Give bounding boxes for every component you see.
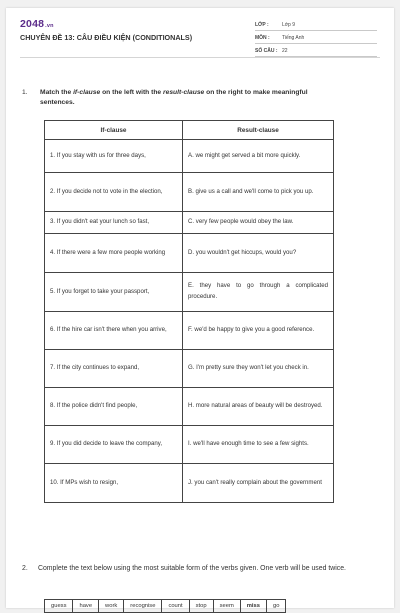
table-row bbox=[45, 173, 334, 212]
result-clause-cell: C. very few people would obey the law. bbox=[183, 212, 334, 234]
question-number: 2. bbox=[22, 565, 28, 572]
if-clause-cell: 5. If you forget to take your passport, bbox=[45, 273, 183, 312]
if-clause-cell: 4. If there were a few more people working bbox=[45, 234, 183, 273]
if-clause-cell: 8. If the police didn't find people, bbox=[45, 388, 183, 426]
question-2-instruction: Complete the text below using the most suitable form of the verbs given. One verb will be used twice. bbox=[38, 565, 346, 572]
result-clause-cell: D. you wouldn't get hiccups, would you? bbox=[183, 234, 334, 273]
word-bank-item: have bbox=[73, 600, 99, 612]
word-bank bbox=[44, 599, 286, 613]
header-divider bbox=[20, 57, 380, 58]
if-clause-header: If-clause bbox=[45, 121, 183, 140]
result-clause-cell: H. more natural areas of beauty will be destroyed. bbox=[183, 388, 334, 426]
table-header-row bbox=[45, 121, 334, 140]
info-question-count: SỐ CÂU : 22 bbox=[255, 48, 288, 54]
result-clause-cell: J. you can't really complain about the government bbox=[183, 464, 334, 503]
word-bank-item: work bbox=[99, 600, 124, 612]
site-logo[interactable]: 2048.vn bbox=[20, 18, 54, 30]
word-bank-item: count bbox=[162, 600, 189, 612]
worksheet-page bbox=[6, 8, 394, 608]
question-number: 1. bbox=[22, 89, 28, 96]
table-row bbox=[45, 350, 334, 388]
if-clause-cell: 7. If the city continues to expand, bbox=[45, 350, 183, 388]
table-row bbox=[45, 312, 334, 350]
if-clause-cell: 9. If you did decide to leave the company, bbox=[45, 426, 183, 464]
word-bank-item: miss bbox=[241, 600, 267, 612]
table-row bbox=[45, 388, 334, 426]
question-1-instruction: Match the if-clause on the left with the result-clause on the right to make meaningful sentences. bbox=[40, 89, 308, 106]
word-bank-item: stop bbox=[190, 600, 214, 612]
if-clause-cell: 1. If you stay with us for three days, bbox=[45, 140, 183, 173]
word-bank-item: recognise bbox=[124, 600, 162, 612]
matching-table bbox=[44, 120, 334, 503]
result-clause-header: Result-clause bbox=[183, 121, 334, 140]
table-row bbox=[45, 212, 334, 234]
if-clause-cell: 6. If the hire car isn't there when you arrive, bbox=[45, 312, 183, 350]
info-subject: MÔN : Tiếng Anh bbox=[255, 35, 304, 41]
table-row bbox=[45, 426, 334, 464]
table-row bbox=[45, 234, 334, 273]
chapter-title: CHUYÊN ĐỀ 13: CÂU ĐIỀU KIỆN (CONDITIONALS) bbox=[20, 33, 193, 42]
result-clause-cell: A. we might get served a bit more quickly. bbox=[183, 140, 334, 173]
word-bank-item: go bbox=[273, 603, 280, 609]
if-clause-cell: 2. If you decide not to vote in the election, bbox=[45, 173, 183, 212]
table-row bbox=[45, 464, 334, 503]
table-row bbox=[45, 140, 334, 173]
if-clause-cell: 3. If you didn't eat your lunch so fast, bbox=[45, 212, 183, 234]
result-clause-cell: E. they have to go through a complicated procedure. bbox=[183, 273, 334, 312]
word-bank-item: guess bbox=[45, 600, 73, 612]
if-clause-cell: 10. If MPs wish to resign, bbox=[45, 464, 183, 503]
result-clause-cell: B. give us a call and we'll come to pick you up. bbox=[183, 173, 334, 212]
result-clause-cell: I. we'll have enough time to see a few sights. bbox=[183, 426, 334, 464]
result-clause-cell: F. we'd be happy to give you a good reference. bbox=[183, 312, 334, 350]
word-bank-item: seem bbox=[214, 600, 241, 612]
info-class: LỚP : Lớp 9 bbox=[255, 22, 295, 28]
result-clause-cell: G. I'm pretty sure they won't let you check in. bbox=[183, 350, 334, 388]
table-row bbox=[45, 273, 334, 312]
